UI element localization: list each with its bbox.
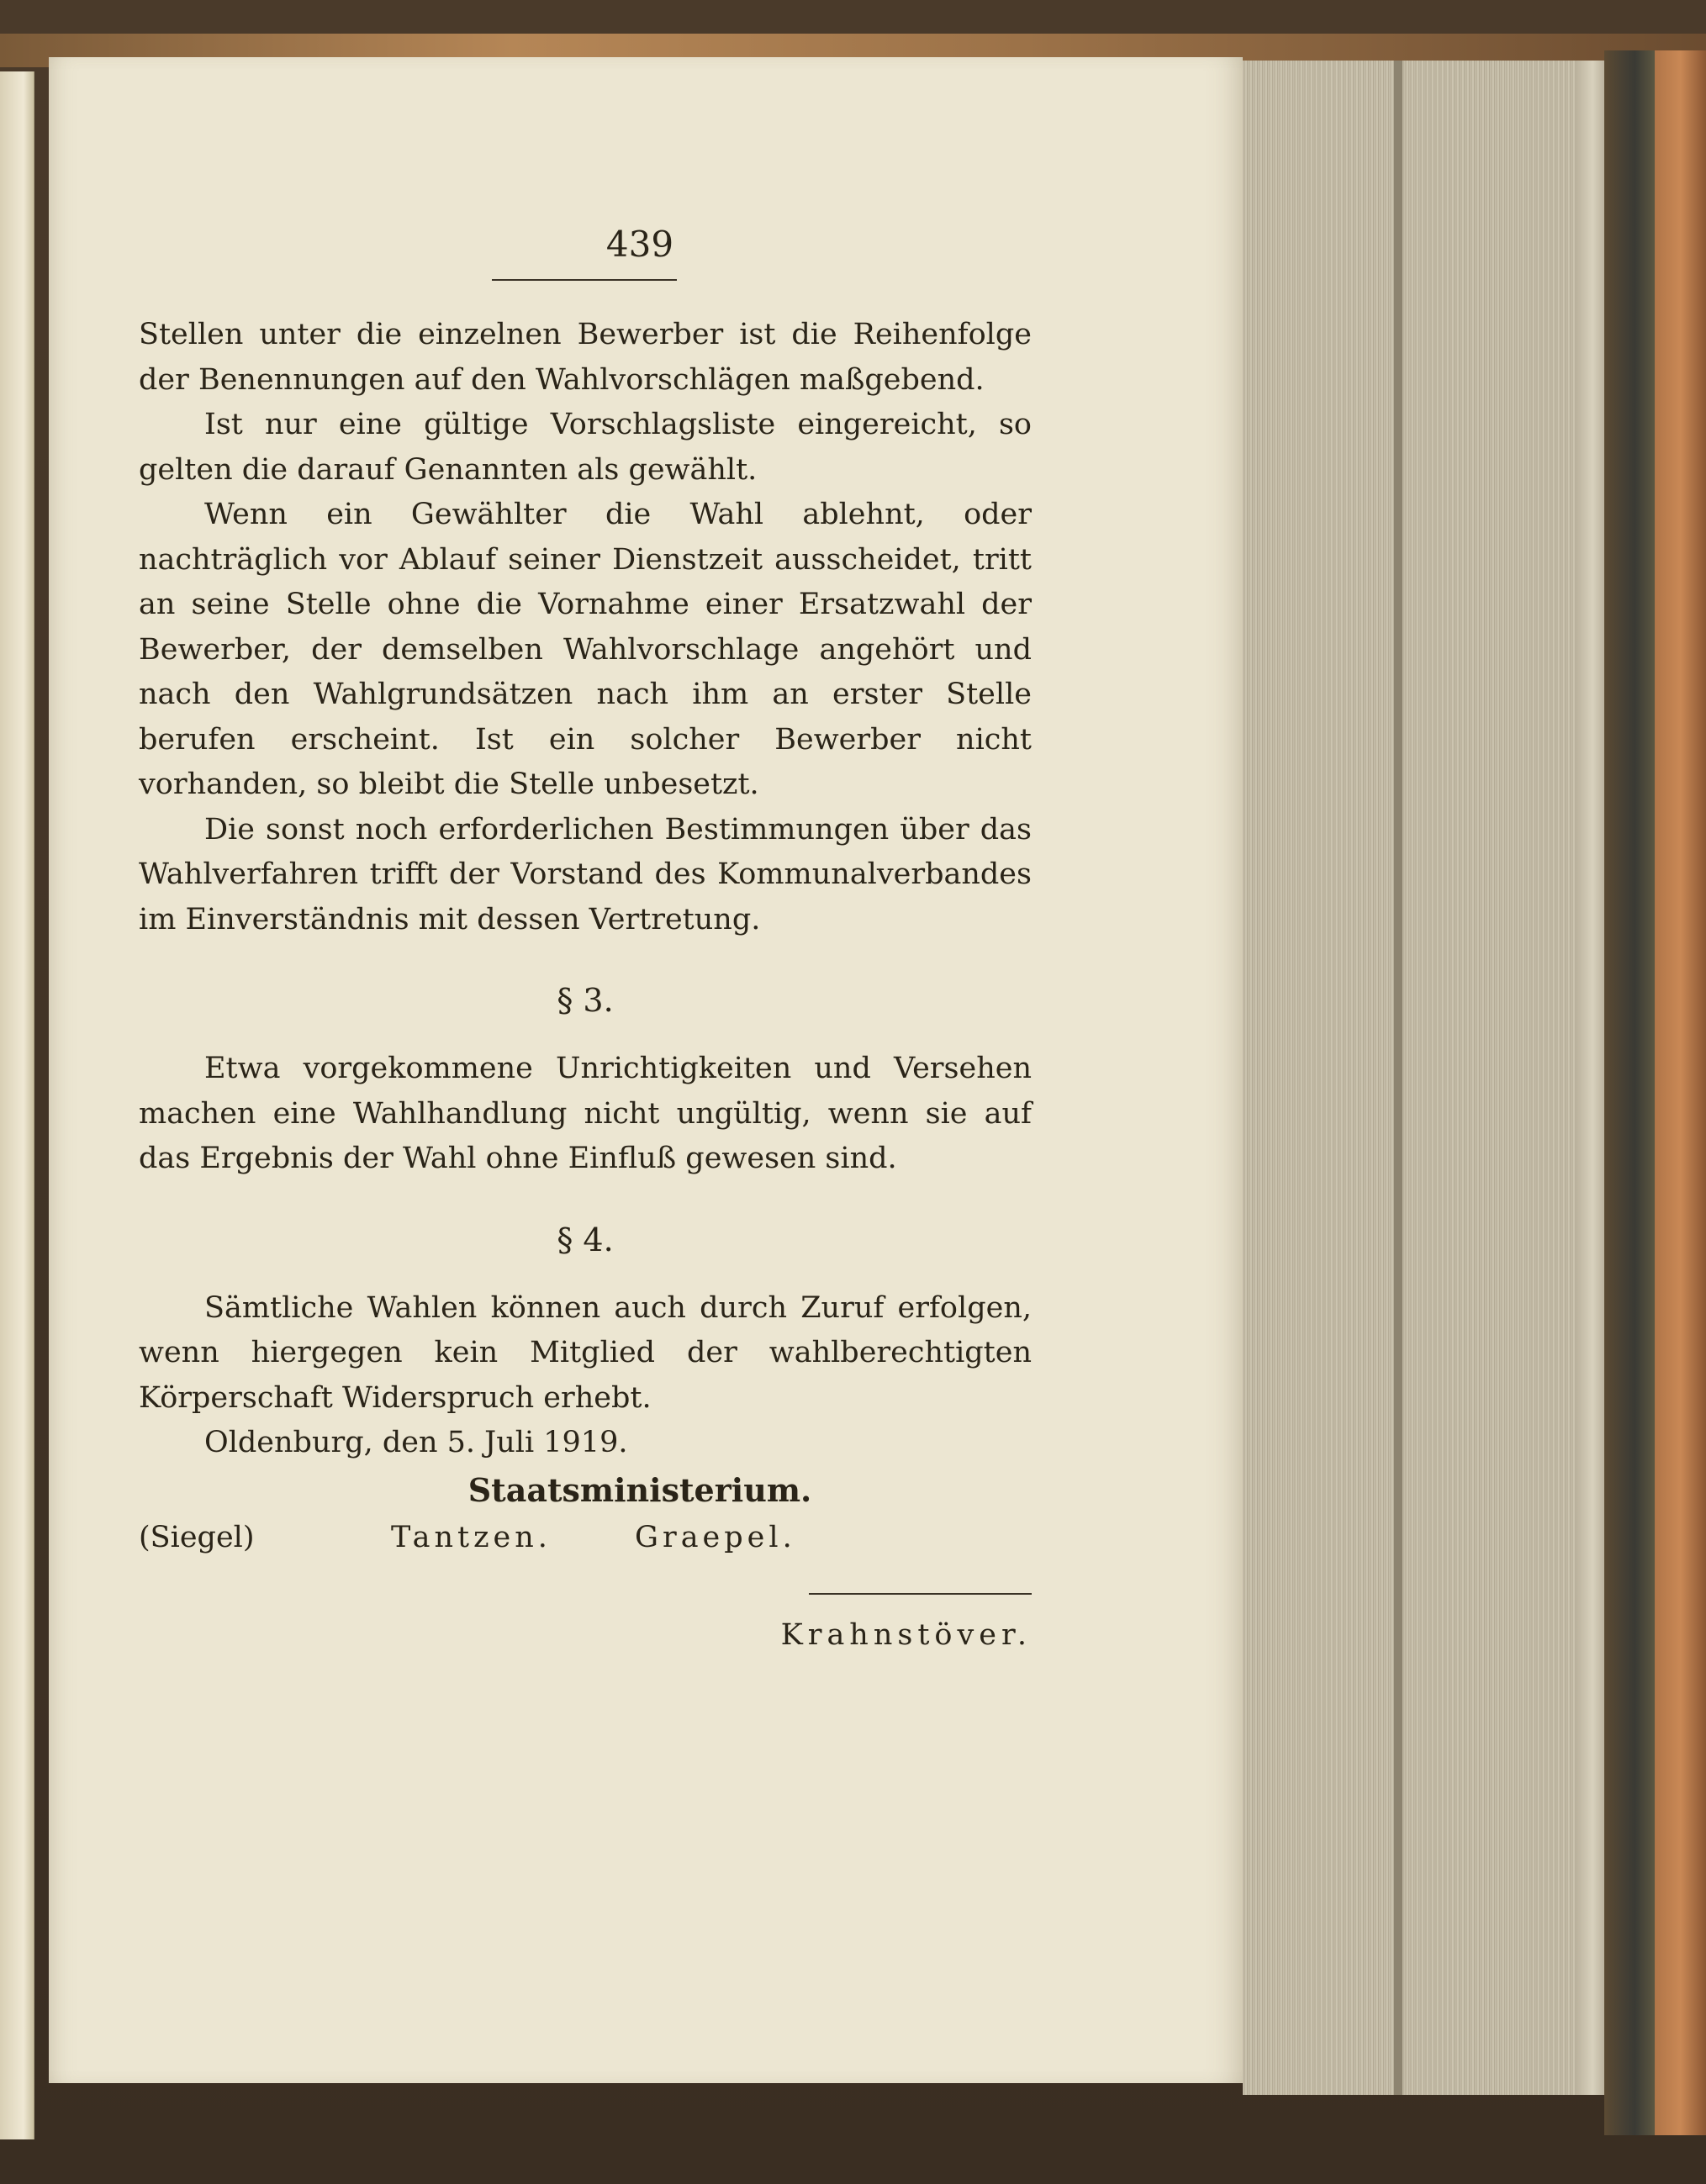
paragraph-2: Ist nur eine gültige Vorschlagsliste eingereicht, so gelten die darauf Genannten als gewählt. bbox=[139, 408, 1032, 487]
book-fore-edge bbox=[1243, 61, 1604, 2095]
paragraph-3: Wenn ein Gewählter die Wahl ablehnt, oder nachträglich vor Ablauf seiner Dienstzeit ausscheidet, tritt an seine Stelle ohne die Vornahme einer Ersatzwahl der Bewerber, der demselben Wahlvorschlage angehört und nach den Wahlgrundsätzen nach ihm an erster Stelle berufen erscheint. Ist ein solcher Bewerber nicht vorhanden, so bleibt die Stelle unbesetzt. bbox=[139, 498, 1032, 801]
ministry-title: Staatsministerium. bbox=[467, 1470, 812, 1509]
left-page-edge bbox=[0, 71, 34, 2139]
place-date: Oldenburg, den 5. Juli 1919. bbox=[204, 1426, 628, 1459]
page-body bbox=[139, 313, 1032, 1658]
cover-leather-edge bbox=[1655, 50, 1706, 2135]
signature-line bbox=[139, 1516, 1032, 1561]
section-4-text: Sämtliche Wahlen können auch durch Zuruf erfolgen, wenn hiergegen kein Mitglied der wahlberechtigten Körperschaft Widerspruch erhebt. bbox=[139, 1290, 1032, 1415]
paragraph-1: Stellen unter die einzelnen Bewerber ist die Reihenfolge der Benennungen auf den Wahlvorschlägen maßgebend. bbox=[139, 318, 1032, 397]
fore-edge-gap bbox=[1394, 61, 1402, 2095]
page-number-rule bbox=[492, 279, 677, 281]
signer-3: Krahnstöver. bbox=[780, 1617, 1032, 1652]
section-4-heading: § 4. bbox=[557, 1221, 614, 1258]
section-3-text: Etwa vorgekommene Unrichtigkeiten und Versehen machen eine Wahlhandlung nicht ungültig, wenn sie auf das Ergebnis der Wahl ohne Einfluß gewesen sind. bbox=[139, 1052, 1032, 1175]
seal-note: (Siegel) bbox=[139, 1521, 255, 1554]
book-cover-right bbox=[1604, 50, 1706, 2135]
page-content bbox=[139, 224, 1032, 1658]
fore-edge-strip bbox=[1575, 61, 1604, 2095]
signer-2: Graepel. bbox=[635, 1521, 796, 1554]
section-3-heading: § 3. bbox=[557, 982, 614, 1019]
page-number: 439 bbox=[605, 224, 674, 265]
paragraph-4: Die sonst noch erforderlichen Bestimmungen über das Wahlverfahren trifft der Vorstand des Kommunalverbandes im Einverständnis mit dessen Vertretung. bbox=[139, 812, 1032, 936]
signer-1: Tantzen. bbox=[391, 1521, 552, 1554]
end-rule bbox=[809, 1593, 1032, 1595]
